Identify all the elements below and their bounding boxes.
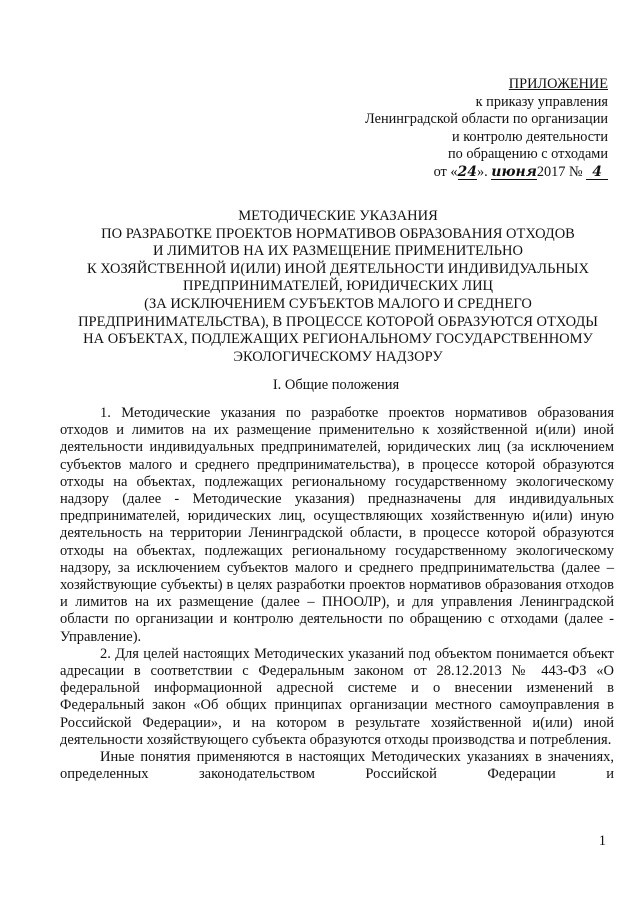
title-line: НА ОБЪЕКТАХ, ПОДЛЕЖАЩИХ РЕГИОНАЛЬНОМУ ГОСУДАРСТВЕННОМУ: [83, 331, 593, 348]
appendix-line: к приказу управления: [475, 93, 608, 110]
document-title: [44, 208, 632, 366]
paragraph: 2. Для целей настоящих Методических указаний под объектом понимается объект адресации в соответствии с Федеральным законом от 28.12.2013 № 443-ФЗ «О федеральной информационной адресной системе и о внесении изменений в Федеральный закон «Об общих принципах организации местного самоуправления в Российской Федерации», и на котором в результате хозяйственной и(или) иной деятельности хозяйствующего субъекта образуются отходы производства и потребления.: [60, 645, 614, 748]
date-prefix: от «: [433, 163, 458, 180]
order-number-handwritten: 4: [586, 165, 608, 180]
page-number: 1: [598, 833, 606, 849]
title-line: ЭКОЛОГИЧЕСКОМУ НАДЗОРУ: [233, 348, 443, 365]
appendix-line: и контролю деятельности: [451, 128, 608, 145]
date-day-handwritten: 24: [457, 163, 477, 180]
paragraph: Иные понятия применяются в настоящих Методических указаниях в значениях, определенных законодательством Российской Федерации и: [60, 749, 614, 783]
paragraph: 1. Методические указания по разработке проектов нормативов образования отходов и лимитов на их размещение применительно к хозяйственной и(или) иной деятельности индивидуальных предпринимателей, юридических лиц (за исключением субъектов малого и среднего предпринимательства), в процессе которой образуются отходы на объектах, подлежащих региональному государственному экологическому надзору (далее - Методические указания) предназначены для индивидуальных предпринимателей, юридических лиц, осуществляющих хозяйственную и(или) иную деятельность на территории Ленинградской области, в процессе которой образуются отходы на объектах, подлежащих региональному государственному экологическому надзору, за исключением субъектов малого и среднего предпринимательства (далее – хозяйствующие субъекты) в целях разработки проектов нормативов образования отходов и лимитов на их размещение (далее – ПНООЛР), и для управления Ленинградской области по организации и контролю деятельности по обращению с отходами (далее - Управление).: [60, 405, 614, 645]
date-separator: ».: [477, 163, 492, 180]
title-line: (ЗА ИСКЛЮЧЕНИЕМ СУБЪЕКТОВ МАЛОГО И СРЕДНЕГО: [144, 295, 532, 312]
appendix-block: [365, 76, 608, 181]
title-line: МЕТОДИЧЕСКИЕ УКАЗАНИЯ: [238, 208, 438, 224]
title-line: К ХОЗЯЙСТВЕННОЙ И(ИЛИ) ИНОЙ ДЕЯТЕЛЬНОСТИ ИНДИВИДУАЛЬНЫХ: [86, 260, 590, 277]
title-line: ПРЕДПРИНИМАТЕЛЬСТВА), В ПРОЦЕССЕ КОТОРОЙ ОБРАЗУЮТСЯ ОТХОДЫ: [78, 313, 598, 330]
title-line: ПРЕДПРИНИМАТЕЛЕЙ, ЮРИДИЧЕСКИХ ЛИЦ: [182, 278, 494, 295]
appendix-line: по обращению с отходами: [448, 146, 608, 162]
appendix-line: Ленинградской области по организации: [365, 111, 608, 127]
date-month-handwritten: июня: [491, 163, 537, 180]
title-line: ПО РАЗРАБОТКЕ ПРОЕКТОВ НОРМАТИВОВ ОБРАЗОВАНИЯ ОТХОДОВ: [101, 225, 575, 242]
title-line: И ЛИМИТОВ НА ИХ РАЗМЕЩЕНИЕ ПРИМЕНИТЕЛЬНО: [153, 243, 523, 260]
appendix-date-line: [365, 164, 608, 182]
date-year: 2017 №: [536, 163, 587, 180]
document-body: [60, 405, 614, 783]
section-heading: I. Общие положения: [272, 377, 400, 393]
appendix-heading: ПРИЛОЖЕНИЕ: [508, 76, 608, 92]
